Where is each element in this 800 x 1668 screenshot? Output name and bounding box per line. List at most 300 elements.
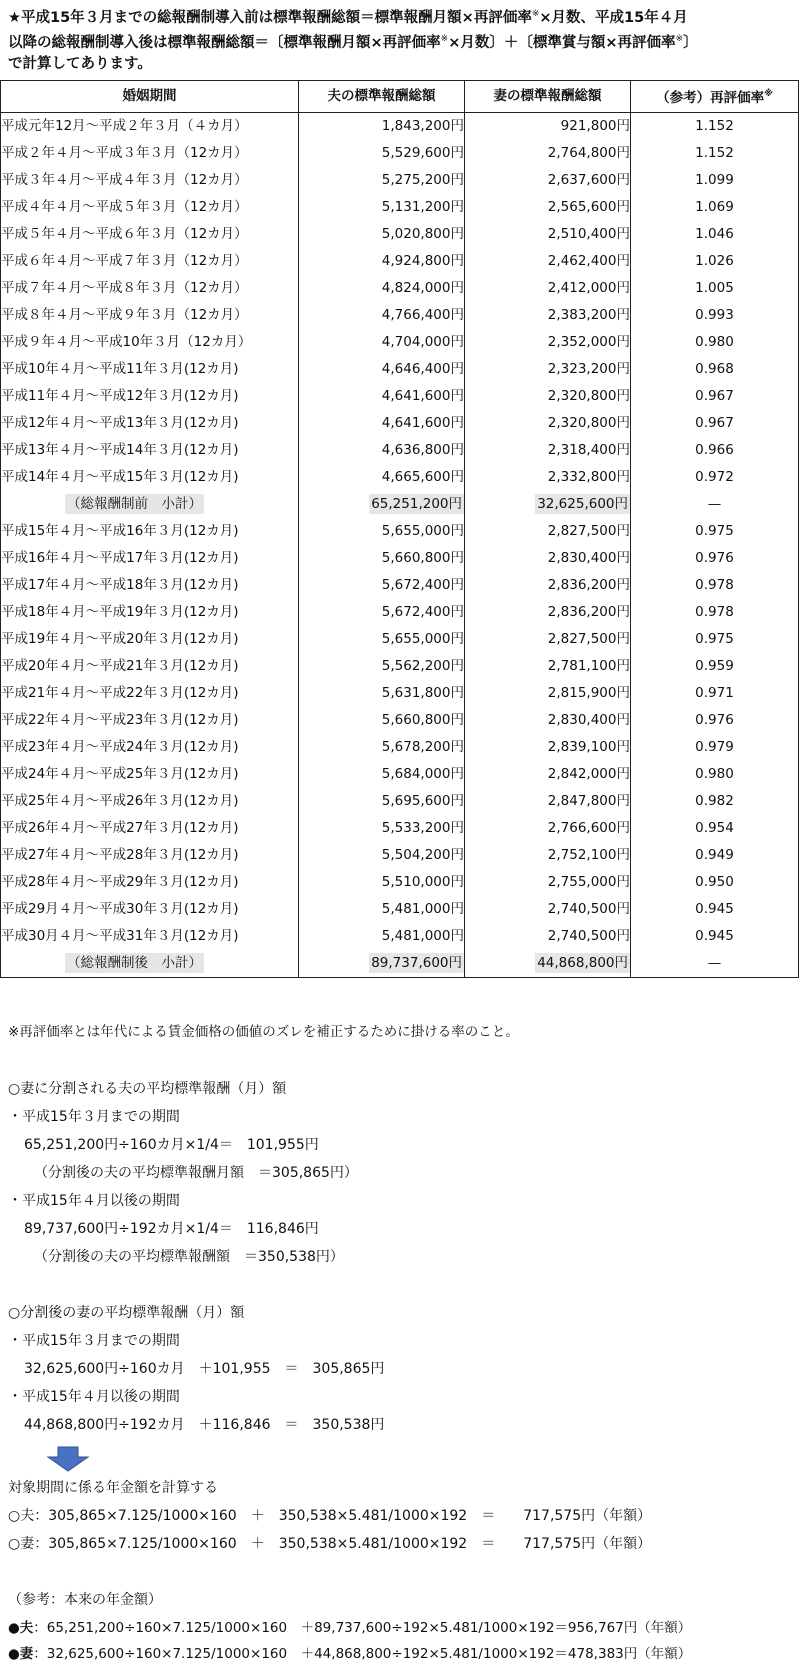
cell-wife (465, 248, 631, 275)
cell-period (1, 896, 299, 923)
table-row (1, 248, 799, 275)
cell-period-text: 平成８年４月～平成９年３月（12カ月） (1, 307, 248, 323)
cell-period-text: 平成18年４月～平成19年３月(12カ月) (1, 604, 239, 620)
cell-period (1, 950, 299, 978)
cell-husband (299, 788, 465, 815)
cell-period-text: 平成22年４月～平成23年３月(12カ月) (1, 712, 239, 728)
cell-rate (631, 275, 799, 302)
cell-husband-text: 5,684,000円 (381, 766, 464, 782)
intro-line-2-mid: ×月数〕＋〔標準賞与額×再評価率 (448, 35, 676, 51)
cell-husband-text: 4,824,000円 (381, 280, 464, 296)
cell-period-text: 平成26年４月～平成27年３月(12カ月) (1, 820, 239, 836)
cell-rate-text: 0.980 (695, 766, 734, 782)
section4-husband-line (8, 1614, 691, 1642)
cell-rate (631, 491, 799, 518)
section1-p2-calc: 89,737,600円÷192カ月×1/4＝ 116,846円 (24, 1221, 319, 1237)
table-subtotal-row (1, 950, 799, 978)
cell-husband (299, 545, 465, 572)
cell-period (1, 572, 299, 599)
cell-wife-text: 2,839,100円 (547, 739, 630, 755)
cell-period-text: 平成29月４月～平成30年３月(12カ月) (1, 901, 239, 917)
cell-husband (299, 275, 465, 302)
cell-wife-text: 921,800円 (560, 118, 630, 134)
cell-husband-text: 5,481,000円 (381, 901, 464, 917)
cell-rate (631, 113, 799, 141)
cell-period-text: 平成６年４月～平成７年３月（12カ月） (1, 253, 248, 269)
cell-husband-text: 5,631,800円 (381, 685, 464, 701)
cell-period-text: 平成３年４月～平成４年３月（12カ月） (1, 172, 248, 188)
cell-period (1, 464, 299, 491)
cell-rate (631, 410, 799, 437)
cell-husband (299, 437, 465, 464)
header-wife: 妻の標準報酬総額 (465, 81, 631, 113)
table-row (1, 734, 799, 761)
cell-husband-text: 5,655,000円 (381, 523, 464, 539)
cell-rate (631, 680, 799, 707)
cell-husband (299, 356, 465, 383)
cell-rate (631, 788, 799, 815)
cell-wife (465, 842, 631, 869)
cell-rate-text: 0.978 (695, 604, 734, 620)
cell-wife-text: 2,836,200円 (547, 577, 630, 593)
section1-p1-after: （分割後の夫の平均標準報酬月額 ＝305,865円） (34, 1165, 358, 1181)
cell-period-text: 平成17年４月～平成18年３月(12カ月) (1, 577, 239, 593)
cell-period-text: 平成20年４月～平成21年３月(12カ月) (1, 658, 239, 674)
cell-rate-text: 0.976 (695, 712, 734, 728)
cell-period (1, 437, 299, 464)
intro-line-1-text: ★平成15年３月までの総報酬制導入前は標準報酬総額＝標準報酬月額×再評価率 (8, 10, 532, 26)
cell-rate-text: 0.945 (695, 901, 734, 917)
cell-wife-text: 2,323,200円 (547, 361, 630, 377)
cell-husband-text: 5,672,400円 (381, 604, 464, 620)
cell-husband-text: 5,660,800円 (381, 550, 464, 566)
cell-rate-text: 0.978 (695, 577, 734, 593)
table-row (1, 626, 799, 653)
cell-period-text: 平成５年４月～平成６年３月（12カ月） (1, 226, 248, 242)
cell-wife-text: 2,412,000円 (547, 280, 630, 296)
table-row (1, 410, 799, 437)
cell-wife-text: 2,815,900円 (547, 685, 630, 701)
cell-rate (631, 437, 799, 464)
cell-rate-text: 0.972 (695, 469, 734, 485)
cell-period (1, 410, 299, 437)
cell-wife (465, 275, 631, 302)
cell-husband (299, 815, 465, 842)
cell-wife-text: 2,827,500円 (547, 631, 630, 647)
section1-p1-label: ・平成15年３月までの期間 (8, 1109, 180, 1125)
table-row (1, 383, 799, 410)
section4-wife: ：32,625,600÷160×7.125/1000×160 ＋44,868,800÷192×5.481/1000×192＝478,383円（年額） (33, 1646, 692, 1662)
cell-husband (299, 518, 465, 545)
cell-period (1, 302, 299, 329)
cell-husband (299, 626, 465, 653)
cell-period-text: 平成９年４月～平成10年３月（12カ月） (1, 334, 252, 350)
cell-husband-text: 5,504,200円 (381, 847, 464, 863)
cell-period (1, 923, 299, 950)
section2-p2-calc: 44,868,800円÷192カ月 ＋116,846 ＝ 350,538円 (24, 1417, 385, 1433)
cell-husband-text: 5,533,200円 (381, 820, 464, 836)
table-row (1, 599, 799, 626)
cell-rate-text: — (707, 496, 722, 512)
cell-period-text: 平成23年４月～平成24年３月(12カ月) (1, 739, 239, 755)
table-row (1, 302, 799, 329)
cell-wife-text: 2,764,800円 (547, 145, 630, 161)
table-row (1, 275, 799, 302)
cell-rate (631, 140, 799, 167)
cell-period-text: 平成12年４月～平成13年３月(12カ月) (1, 415, 239, 431)
cell-period (1, 383, 299, 410)
cell-husband-text: 5,275,200円 (381, 172, 464, 188)
cell-period (1, 221, 299, 248)
cell-wife-text: 2,766,600円 (547, 820, 630, 836)
table-row (1, 680, 799, 707)
cell-husband (299, 653, 465, 680)
cell-wife (465, 950, 631, 978)
cell-wife (465, 194, 631, 221)
section1-p2-after: （分割後の夫の平均標準報酬額 ＝350,538円） (34, 1249, 344, 1265)
intro-text (8, 4, 798, 75)
cell-period-text: 平成25年４月～平成26年３月(12カ月) (1, 793, 239, 809)
cell-rate (631, 707, 799, 734)
cell-wife (465, 653, 631, 680)
cell-husband-text: 5,510,000円 (381, 874, 464, 890)
cell-rate-text: — (707, 955, 722, 971)
cell-husband (299, 302, 465, 329)
cell-husband (299, 707, 465, 734)
cell-wife-text: 2,320,800円 (547, 388, 630, 404)
cell-wife (465, 383, 631, 410)
cell-husband-text: 5,655,000円 (381, 631, 464, 647)
cell-husband-text: 5,672,400円 (381, 577, 464, 593)
cell-wife-text: 2,827,500円 (547, 523, 630, 539)
cell-rate (631, 842, 799, 869)
intro-sup: ※ (531, 9, 540, 19)
cell-wife-text: 2,752,100円 (547, 847, 630, 863)
cell-husband (299, 950, 465, 978)
cell-period (1, 680, 299, 707)
cell-rate-text: 0.959 (695, 658, 734, 674)
cell-wife (465, 626, 631, 653)
table-row (1, 842, 799, 869)
cell-rate (631, 518, 799, 545)
cell-husband-text: 1,843,200円 (381, 118, 464, 134)
cell-wife-text: 2,830,400円 (547, 712, 630, 728)
cell-period-text: 平成19年４月～平成20年３月(12カ月) (1, 631, 239, 647)
cell-husband (299, 734, 465, 761)
intro-line-2 (8, 29, 798, 54)
cell-wife (465, 113, 631, 141)
cell-period-text: 平成27年４月～平成28年３月(12カ月) (1, 847, 239, 863)
table-row (1, 923, 799, 950)
cell-rate (631, 221, 799, 248)
intro-line-2-rest: 〕 (683, 35, 698, 51)
cell-rate (631, 815, 799, 842)
cell-period (1, 734, 299, 761)
header-rate (631, 81, 799, 113)
footnote: ※再評価率とは年代による賃金価格の価値のズレを補正するために掛ける率のこと。 (8, 1024, 519, 1040)
cell-husband (299, 842, 465, 869)
cell-husband-text: 5,131,200円 (381, 199, 464, 215)
cell-rate (631, 950, 799, 978)
cell-wife-text: 2,781,100円 (547, 658, 630, 674)
cell-rate-text: 0.954 (695, 820, 734, 836)
cell-husband-text: 4,636,800円 (381, 442, 464, 458)
cell-period-text: 平成４年４月～平成５年３月（12カ月） (1, 199, 248, 215)
table-row (1, 572, 799, 599)
cell-period (1, 653, 299, 680)
cell-rate (631, 356, 799, 383)
cell-wife (465, 815, 631, 842)
cell-rate-text: 0.975 (695, 631, 734, 647)
table-row (1, 221, 799, 248)
cell-wife (465, 491, 631, 518)
cell-period (1, 545, 299, 572)
cell-husband-text: 5,020,800円 (381, 226, 464, 242)
cell-wife (465, 437, 631, 464)
cell-period-text: 平成13年４月～平成14年３月(12カ月) (1, 442, 239, 458)
cell-husband-text: 5,529,600円 (381, 145, 464, 161)
cell-husband (299, 599, 465, 626)
cell-period-text: （総報酬制前 小計） (67, 496, 202, 512)
cell-period-text: 平成２年４月～平成３年３月（12カ月） (1, 145, 248, 161)
cell-rate-text: 0.982 (695, 793, 734, 809)
table-row (1, 653, 799, 680)
cell-husband (299, 923, 465, 950)
cell-wife-text: 2,462,400円 (547, 253, 630, 269)
cell-period (1, 491, 299, 518)
cell-husband (299, 491, 465, 518)
cell-husband-text: 4,641,600円 (381, 388, 464, 404)
cell-husband-text: 4,646,400円 (381, 361, 464, 377)
cell-husband (299, 221, 465, 248)
cell-wife (465, 869, 631, 896)
cell-husband (299, 572, 465, 599)
cell-period (1, 194, 299, 221)
cell-rate-text: 0.967 (695, 415, 734, 431)
cell-rate-text: 0.976 (695, 550, 734, 566)
cell-period (1, 626, 299, 653)
cell-period-text: 平成30月４月～平成31年３月(12カ月) (1, 928, 239, 944)
section2-p2-label: ・平成15年４月以後の期間 (8, 1389, 180, 1405)
table-row (1, 815, 799, 842)
table-row (1, 113, 799, 141)
cell-wife-text: 2,637,600円 (547, 172, 630, 188)
cell-husband-text: 5,695,600円 (381, 793, 464, 809)
cell-rate-text: 0.949 (695, 847, 734, 863)
cell-rate (631, 734, 799, 761)
cell-period-text: 平成21年４月～平成22年３月(12カ月) (1, 685, 239, 701)
table-row (1, 356, 799, 383)
section1-p1-calc: 65,251,200円÷160カ月×1/4＝ 101,955円 (24, 1137, 319, 1153)
section4-wife-mark: ●妻 (8, 1646, 34, 1662)
cell-husband-text: 89,737,600円 (371, 955, 462, 971)
cell-period (1, 761, 299, 788)
cell-wife-text: 44,868,800円 (537, 955, 628, 971)
table-body (1, 113, 799, 978)
cell-rate (631, 383, 799, 410)
cell-wife (465, 707, 631, 734)
cell-husband-text: 5,678,200円 (381, 739, 464, 755)
section3-title: 対象期間に係る年金額を計算する (8, 1480, 218, 1496)
cell-husband (299, 896, 465, 923)
cell-wife (465, 464, 631, 491)
cell-wife (465, 734, 631, 761)
cell-period-text: 平成11年４月～平成12年３月(12カ月) (1, 388, 239, 404)
cell-rate-text: 1.152 (695, 145, 734, 161)
table-row (1, 545, 799, 572)
table-subtotal-row (1, 491, 799, 518)
cell-period (1, 167, 299, 194)
cell-period (1, 869, 299, 896)
cell-husband (299, 113, 465, 141)
section1-title: ○妻に分割される夫の平均標準報酬（月）額 (8, 1081, 287, 1097)
cell-rate-text: 0.993 (695, 307, 734, 323)
table-row (1, 167, 799, 194)
cell-period-text: 平成14年４月～平成15年３月(12カ月) (1, 469, 239, 485)
cell-husband (299, 680, 465, 707)
cell-wife-text: 2,565,600円 (547, 199, 630, 215)
cell-wife (465, 356, 631, 383)
cell-wife (465, 518, 631, 545)
cell-period (1, 275, 299, 302)
intro-line-3: で計算してあります。 (8, 56, 152, 72)
cell-wife-text: 2,740,500円 (547, 928, 630, 944)
section4-husband: ：65,251,200÷160×7.125/1000×160 ＋89,737,600÷192×5.481/1000×192＝956,767円（年額） (33, 1620, 692, 1636)
cell-husband (299, 140, 465, 167)
section3-husband: ○夫：305,865×7.125/1000×160 ＋ 350,538×5.481/1000×192 ＝ 717,575円（年額） (8, 1508, 652, 1524)
table-row (1, 896, 799, 923)
cell-rate-text: 0.967 (695, 388, 734, 404)
cell-period (1, 518, 299, 545)
intro-sup: ※ (675, 34, 684, 44)
cell-period (1, 707, 299, 734)
cell-husband-text: 5,481,000円 (381, 928, 464, 944)
cell-rate-text: 0.950 (695, 874, 734, 890)
cell-wife (465, 572, 631, 599)
cell-period-text: 平成元年12月～平成２年３月（４カ月） (1, 118, 248, 134)
cell-rate-text: 1.069 (695, 199, 734, 215)
header-rate-text: （参考）再評価率 (656, 90, 765, 106)
cell-rate-text: 0.975 (695, 523, 734, 539)
table-row (1, 788, 799, 815)
cell-period (1, 815, 299, 842)
cell-wife (465, 788, 631, 815)
cell-rate (631, 248, 799, 275)
cell-wife-text: 2,755,000円 (547, 874, 630, 890)
table-row (1, 329, 799, 356)
cell-husband (299, 329, 465, 356)
table-row (1, 140, 799, 167)
section4-husband-mark: ●夫 (8, 1620, 34, 1636)
cell-rate (631, 653, 799, 680)
cell-wife (465, 680, 631, 707)
table-row (1, 707, 799, 734)
cell-wife (465, 410, 631, 437)
intro-line-2-text: 以降の総報酬制導入後は標準報酬総額＝〔標準報酬月額×再評価率 (8, 35, 441, 51)
cell-husband-text: 5,660,800円 (381, 712, 464, 728)
table-row (1, 194, 799, 221)
cell-husband-text: 4,766,400円 (381, 307, 464, 323)
cell-wife-text: 2,740,500円 (547, 901, 630, 917)
cell-wife (465, 545, 631, 572)
section4-wife-line (8, 1640, 691, 1668)
cell-husband (299, 410, 465, 437)
cell-husband-text: 4,924,800円 (381, 253, 464, 269)
cell-wife-text: 2,383,200円 (547, 307, 630, 323)
cell-wife (465, 761, 631, 788)
cell-rate (631, 896, 799, 923)
cell-rate-text: 0.945 (695, 928, 734, 944)
cell-period-text: （総報酬制後 小計） (67, 955, 202, 971)
cell-wife-text: 2,318,400円 (547, 442, 630, 458)
cell-period-text: 平成10年４月～平成11年３月(12カ月) (1, 361, 239, 377)
cell-wife (465, 923, 631, 950)
table-row (1, 437, 799, 464)
section3-wife: ○妻：305,865×7.125/1000×160 ＋ 350,538×5.481/1000×192 ＝ 717,575円（年額） (8, 1536, 652, 1552)
table-row (1, 464, 799, 491)
header-husband: 夫の標準報酬総額 (299, 81, 465, 113)
cell-period (1, 113, 299, 141)
cell-wife (465, 302, 631, 329)
cell-husband-text: 5,562,200円 (381, 658, 464, 674)
header-period: 婚姻期間 (1, 81, 299, 113)
cell-wife (465, 896, 631, 923)
cell-rate-text: 0.980 (695, 334, 734, 350)
intro-sup: ※ (440, 34, 449, 44)
cell-husband (299, 167, 465, 194)
section1-p2-label: ・平成15年４月以後の期間 (8, 1193, 180, 1209)
cell-rate (631, 302, 799, 329)
cell-rate-text: 0.968 (695, 361, 734, 377)
cell-period (1, 248, 299, 275)
table-row (1, 518, 799, 545)
cell-wife-text: 2,842,000円 (547, 766, 630, 782)
cell-wife-text: 2,352,000円 (547, 334, 630, 350)
cell-husband (299, 869, 465, 896)
cell-period-text: 平成７年４月～平成８年３月（12カ月） (1, 280, 248, 296)
cell-rate (631, 167, 799, 194)
cell-period (1, 788, 299, 815)
cell-rate-text: 1.152 (695, 118, 734, 134)
cell-wife (465, 167, 631, 194)
cell-period-text: 平成24年４月～平成25年３月(12カ月) (1, 766, 239, 782)
cell-period (1, 599, 299, 626)
cell-husband-text: 4,704,000円 (381, 334, 464, 350)
cell-period-text: 平成28年４月～平成29年３月(12カ月) (1, 874, 239, 890)
section4-title: （参考：本来の年金額） (8, 1592, 162, 1608)
cell-rate-text: 1.046 (695, 226, 734, 242)
cell-period (1, 329, 299, 356)
cell-husband-text: 4,665,600円 (381, 469, 464, 485)
section2-p1-calc: 32,625,600円÷160カ月 ＋101,955 ＝ 305,865円 (24, 1361, 385, 1377)
cell-wife-text: 2,830,400円 (547, 550, 630, 566)
cell-husband (299, 383, 465, 410)
cell-period (1, 356, 299, 383)
cell-husband-text: 65,251,200円 (371, 496, 462, 512)
intro-line-1 (8, 4, 798, 29)
cell-period (1, 140, 299, 167)
cell-rate (631, 464, 799, 491)
cell-wife-text: 2,510,400円 (547, 226, 630, 242)
section2-p1-label: ・平成15年３月までの期間 (8, 1333, 180, 1349)
cell-rate-text: 0.971 (695, 685, 734, 701)
table-header-row (1, 81, 799, 113)
cell-period-text: 平成15年４月～平成16年３月(12カ月) (1, 523, 239, 539)
cell-period-text: 平成16年４月～平成17年３月(12カ月) (1, 550, 239, 566)
cell-rate (631, 545, 799, 572)
down-arrow-icon (46, 1446, 90, 1472)
cell-husband (299, 464, 465, 491)
